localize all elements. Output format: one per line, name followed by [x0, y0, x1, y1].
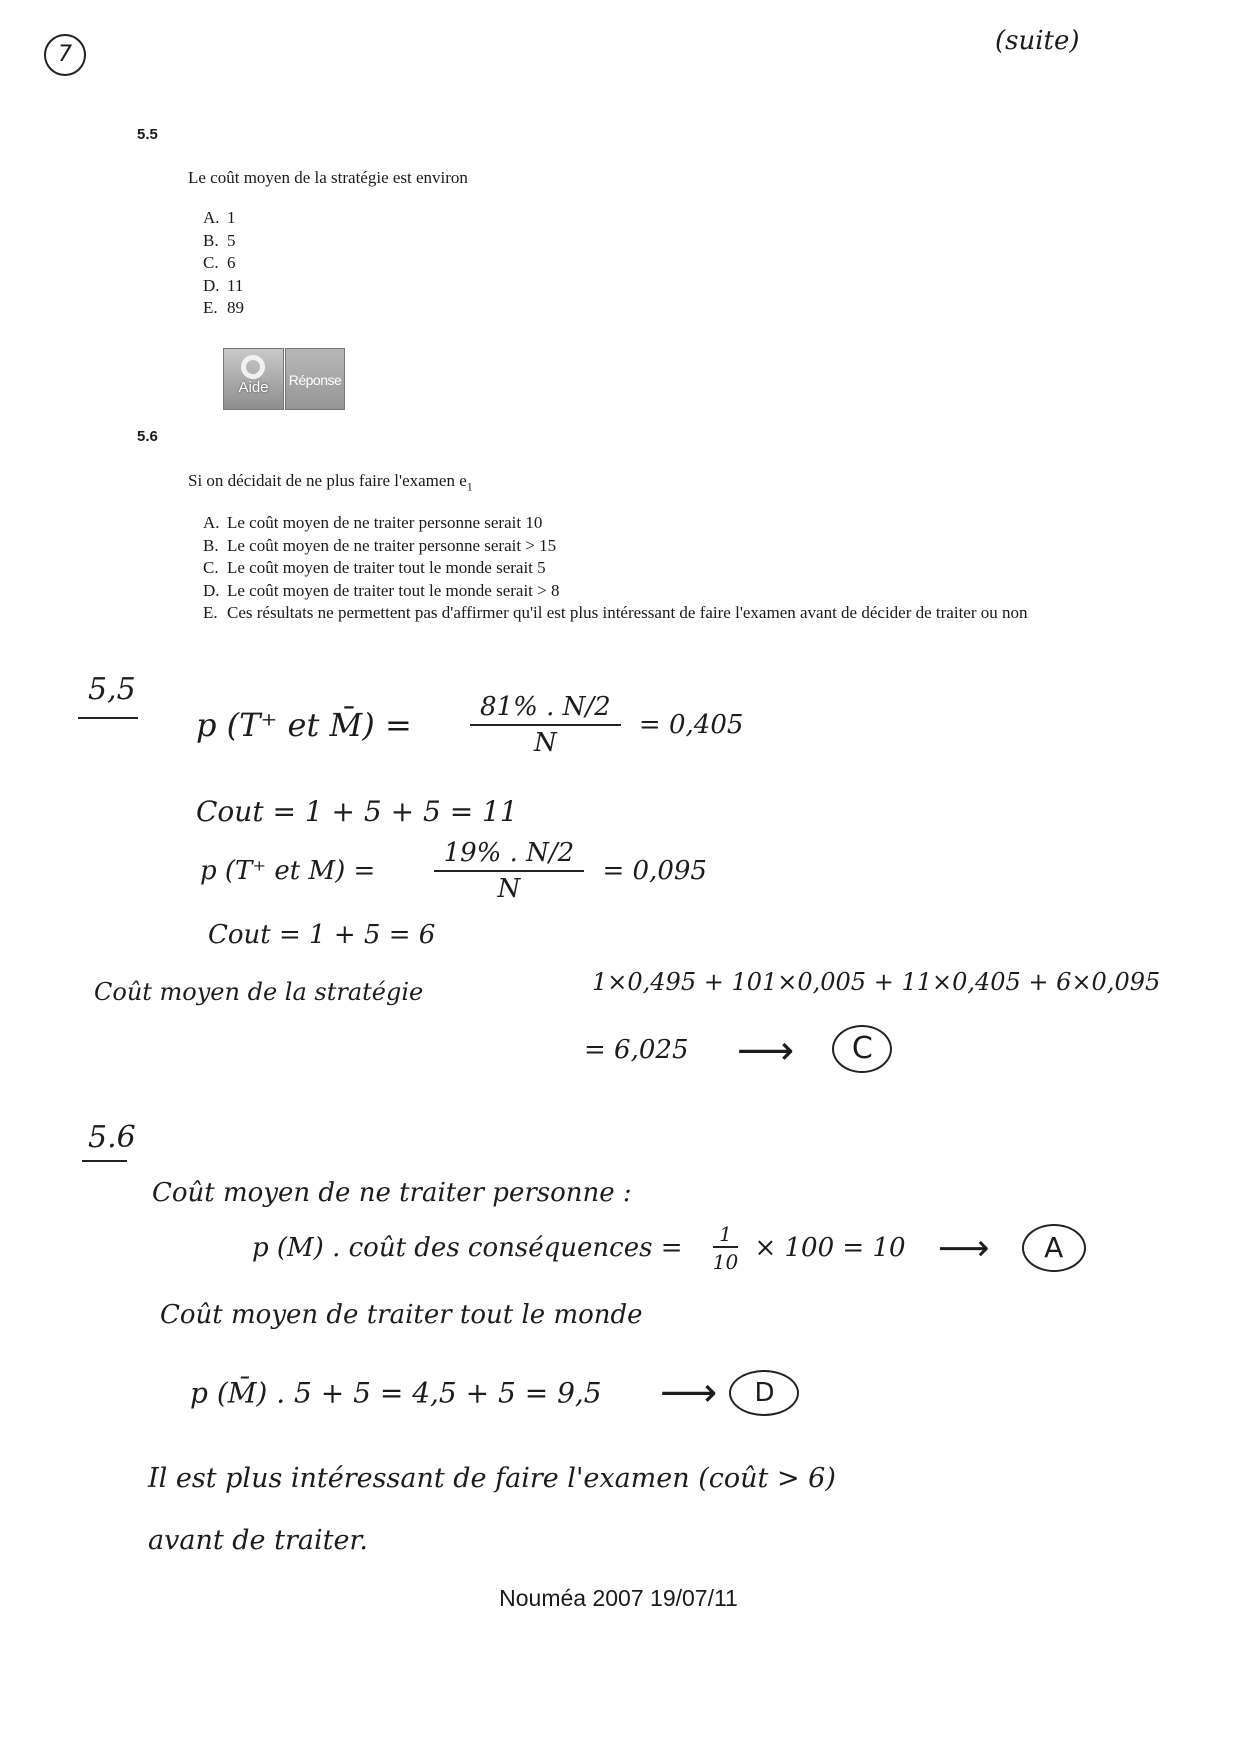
choice-c: C. Le coût moyen de traiter tout le monde serait 5 [203, 558, 546, 577]
arrow-right-icon: ⟶ [659, 1370, 718, 1416]
choice-b: B. 5 [203, 230, 236, 250]
footer: Nouméa 2007 19/07/11 [499, 1585, 738, 1611]
choice-c: C. 6 [203, 253, 236, 272]
notes-5-5-line1-result: = 0,405 [638, 710, 744, 740]
choice-d: D. Le coût moyen de traiter tout le monde serait > 8 [203, 580, 560, 600]
notes-5-5-line3 [200, 838, 707, 904]
lifebuoy-icon [241, 355, 265, 379]
notes-5-5-answer: C [832, 1025, 892, 1073]
notes-5-6-heading: 5.6 [88, 1120, 136, 1155]
notes-5-5-line2: Cout = 1 + 5 + 5 = 11 [196, 795, 518, 828]
notes-5-6-line2 [252, 1222, 1086, 1274]
notes-5-6-line6: avant de traiter. [148, 1525, 368, 1556]
fraction-numerator: 81% . N/2 [470, 692, 621, 726]
fraction-denominator: N [497, 874, 521, 904]
aide-button[interactable] [223, 348, 284, 410]
notes-5-5-underline [78, 717, 138, 719]
fraction-numerator: 1 [713, 1222, 738, 1248]
notes-5-6-line4-text: p (M̄) . 5 + 5 = 4,5 + 5 = 9,5 [190, 1376, 602, 1410]
choice-e: E. 89 [203, 298, 244, 317]
notes-5-6-line2-left: p (M) . coût des conséquences = [252, 1233, 683, 1263]
continued-note: (suite) [995, 26, 1080, 56]
choice-a: A. Le coût moyen de ne traiter personne serait 10 [203, 513, 543, 532]
question-5-5-number: 5.5 [137, 126, 158, 143]
choice-d: D. 11 [203, 275, 244, 295]
notes-5-5-line1-left: p (T⁺ et M̄) = [196, 706, 412, 744]
notes-5-6-line2-right: × 100 = 10 [754, 1233, 906, 1263]
page-number: 7 [44, 34, 86, 76]
choice-a: A. 1 [203, 208, 236, 227]
fraction-numerator: 19% . N/2 [434, 838, 585, 872]
question-5-6-choices [203, 512, 1123, 625]
notes-5-5-line5-label: Coût moyen de la stratégie [94, 978, 424, 1006]
notes-5-6-answer-a: A [1022, 1224, 1086, 1272]
notes-5-6-line4 [190, 1370, 799, 1416]
question-5-6-number: 5.6 [137, 428, 158, 445]
notes-5-5-heading: 5,5 [88, 672, 136, 707]
arrow-right-icon: ⟶ [736, 1028, 795, 1074]
notes-5-5-line1-fraction [470, 692, 621, 758]
question-5-6-text [188, 471, 473, 494]
question-5-6-text-subscript: 1 [466, 479, 473, 494]
fraction-denominator: N [533, 728, 557, 758]
notes-5-5-line5-calc: 1×0,495 + 101×0,005 + 11×0,405 + 6×0,095 [592, 968, 1161, 996]
notes-5-6-line5: Il est plus intéressant de faire l'examen (coût > 6) [148, 1463, 836, 1494]
choice-e: E. Ces résultats ne permettent pas d'affirmer qu'il est plus intéressant de faire l'examen avant de décider de traiter ou non [203, 603, 1028, 622]
fraction-denominator: 10 [712, 1250, 739, 1274]
notes-5-5-line3-left: p (T⁺ et M) = [200, 856, 376, 886]
notes-5-6-answer-d: D [729, 1370, 799, 1416]
choice-b: B. Le coût moyen de ne traiter personne serait > 15 [203, 535, 557, 555]
notes-5-5-line3-fraction [434, 838, 585, 904]
notes-5-5-line6-result: = 6,025 [584, 1035, 689, 1065]
notes-5-5-line1 [196, 692, 743, 758]
reponse-button[interactable]: Réponse [285, 348, 345, 410]
notes-5-5-line4: Cout = 1 + 5 = 6 [208, 920, 436, 950]
arrow-right-icon: ⟶ [937, 1227, 990, 1269]
question-5-5-choices [203, 207, 244, 320]
question-5-6-text-main: Si on décidait de ne plus faire l'examen e [188, 471, 467, 490]
notes-5-6-line2-fraction [713, 1222, 738, 1274]
notes-5-5-line3-result: = 0,095 [602, 856, 707, 886]
question-5-5-text: Le coût moyen de la stratégie est environ [188, 168, 468, 187]
aide-button-label: Aide [238, 379, 269, 396]
notes-5-6-underline [82, 1160, 127, 1162]
notes-5-6-line1: Coût moyen de ne traiter personne : [152, 1178, 632, 1208]
notes-5-6-line3: Coût moyen de traiter tout le monde [160, 1300, 643, 1330]
notes-5-5-line6 [584, 1025, 892, 1074]
